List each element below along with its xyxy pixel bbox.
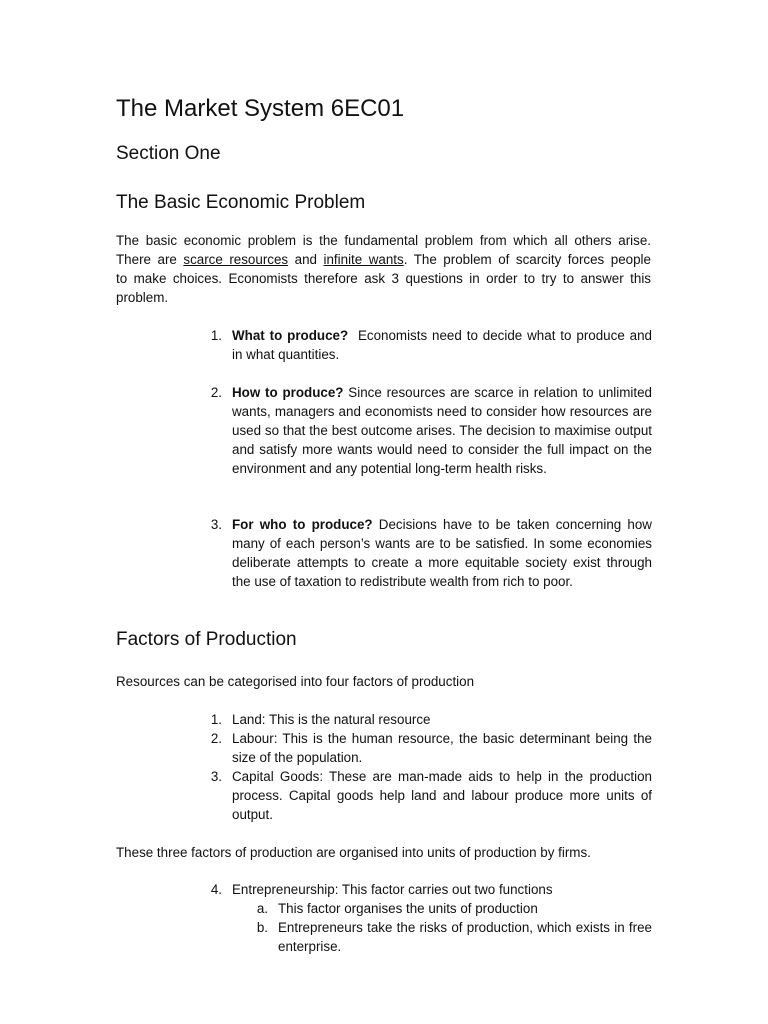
factors-of-production-heading: Factors of Production (116, 629, 297, 650)
basic-problem-intro-paragraph (116, 231, 651, 307)
question-label: For who to produce? (232, 517, 373, 532)
question-how-to-produce (232, 383, 652, 478)
question-number: 2. (210, 385, 222, 400)
subitem-organises-units: This factor organises the units of production (278, 901, 538, 916)
subitem-letter: a. (256, 901, 268, 916)
question-what-to-produce (232, 326, 656, 364)
subitem-entrepreneurs-risk: Entrepreneurs take the risks of production, which exists in free enterprise. (278, 920, 652, 954)
basic-economic-problem-heading: The Basic Economic Problem (116, 192, 366, 213)
question-label: How to produce? (232, 385, 344, 400)
intro-line-1: The basic economic problem is the fundamental problem from which all others arise. (116, 233, 651, 248)
factor-land: Land: This is the natural resource (232, 712, 431, 727)
scarce-resources-term: scarce resources (183, 252, 289, 267)
question-label: What to produce? (232, 328, 349, 343)
intro-text: . The problem of scarcity forces people (403, 252, 651, 267)
infinite-wants-term: infinite wants (323, 252, 404, 267)
question-text: Economists need to decide what to produce and in what quantities. (232, 328, 656, 362)
factor-number: 3. (210, 769, 222, 784)
factor-capital-goods: Capital Goods: These are man-made aids to help in the production process. Capital goods help land and labour produce more units of output. (232, 769, 652, 822)
intro-line-4: problem. (116, 290, 169, 305)
factor-number: 1. (210, 712, 222, 727)
section-heading: Section One (116, 143, 221, 164)
factor-number: 4. (210, 882, 222, 897)
factors-intro: Resources can be categorised into four factors of production (116, 674, 475, 689)
intro-text: and (288, 252, 324, 267)
question-number: 1. (210, 328, 222, 343)
organised-note: These three factors of production are organised into units of production by firms. (116, 845, 591, 860)
question-number: 3. (210, 517, 222, 532)
question-text: Decisions have to be taken concerning how many of each person’s wants are to be satisfied. In some economies deliberate attempts to create a more equitable society exist through the use of taxation to redistribute wealth from rich to poor. (232, 517, 652, 589)
question-text: Since resources are scarce in relation to unlimited wants, managers and economists need to consider how resources are used so that the best outcome arises. The decision to maximise output and satisfy more wants would need to consider the full impact on the environment and any potential long-term health risks. (232, 385, 652, 476)
intro-line-2 (116, 250, 651, 269)
intro-text: There are (116, 252, 184, 267)
subitem-letter: b. (256, 920, 268, 935)
factor-labour: Labour: This is the human resource, the basic determinant being the size of the population. (232, 731, 652, 765)
intro-line-3: to make choices. Economists therefore ask 3 questions in order to try to answer this (116, 271, 651, 286)
question-for-who-to-produce (232, 515, 652, 591)
factor-number: 2. (210, 731, 222, 746)
factor-entrepreneurship: Entrepreneurship: This factor carries out two functions (232, 882, 553, 897)
document-title: The Market System 6EC01 (116, 95, 405, 122)
